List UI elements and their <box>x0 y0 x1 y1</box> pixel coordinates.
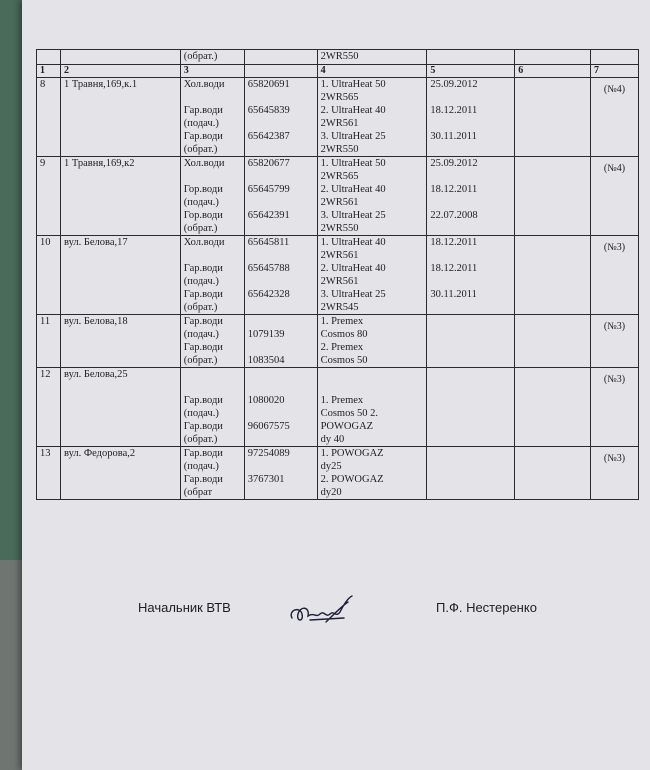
meter-group-note: (№4) <box>603 84 626 95</box>
cell-serial <box>244 78 317 157</box>
serial-number: 65645811 <box>247 237 290 248</box>
cell-meter <box>317 368 427 447</box>
water-type: (подач.) <box>183 461 219 472</box>
meter-model: 2WR565 <box>320 92 359 103</box>
cell-type <box>180 368 244 447</box>
cell-serial <box>244 315 317 368</box>
row-number: 13 <box>37 447 61 500</box>
meter-model: 1. Premex <box>320 395 364 406</box>
cell-empty <box>427 50 515 65</box>
serial-number <box>248 315 314 328</box>
cell-meter <box>317 78 427 157</box>
water-type: Гар.води <box>183 342 223 353</box>
table-row <box>37 368 639 447</box>
column-header: 4 <box>317 65 427 78</box>
water-type: Гар.води <box>183 474 223 485</box>
cell-serial <box>244 447 317 500</box>
check-date: 18.12.2011 <box>430 263 478 274</box>
row-number: 10 <box>37 236 61 315</box>
serial-number <box>248 460 314 473</box>
meter-model: 1. UltraHeat 50 <box>320 79 386 90</box>
meter-model: dy 40 <box>320 434 345 445</box>
water-type: (подач.) <box>183 197 219 208</box>
water-type <box>184 368 241 381</box>
cell-type <box>180 78 244 157</box>
column-header: 5 <box>427 65 515 78</box>
check-date: 18.12.2011 <box>430 237 478 248</box>
meter-model: 2WR561 <box>320 276 359 287</box>
meter-model <box>321 381 424 394</box>
water-type: Гор.води <box>183 210 223 221</box>
row-address: 1 Травня,169,к2 <box>60 157 180 236</box>
cell-meter <box>317 157 427 236</box>
meter-group-note: (№3) <box>603 453 626 464</box>
water-type: Гар.води <box>183 448 223 459</box>
cell-empty <box>515 368 591 447</box>
water-type: (обрат <box>183 487 213 498</box>
row-number: 8 <box>37 78 61 157</box>
table-row <box>37 447 639 500</box>
table-row <box>37 315 639 368</box>
cell-empty <box>515 78 591 157</box>
table-row <box>37 157 639 236</box>
water-type: Хол.води <box>183 79 225 90</box>
water-type: (подач.) <box>183 118 219 129</box>
water-type <box>184 381 241 394</box>
row-address: вул. Федорова,2 <box>60 447 180 500</box>
serial-number: 65820677 <box>247 158 290 169</box>
water-type: (обрат.) <box>183 144 218 155</box>
meter-model: 3. UltraHeat 25 <box>320 131 386 142</box>
water-type: Гар.води <box>183 289 223 300</box>
meter-model: 2. UltraHeat 40 <box>320 263 386 274</box>
meter-model: 2. UltraHeat 40 <box>320 184 386 195</box>
meter-model: 3. UltraHeat 25 <box>320 210 386 221</box>
check-date: 30.11.2011 <box>430 131 477 142</box>
table-row-continued <box>37 50 639 65</box>
cell-empty <box>515 315 591 368</box>
row-address: вул. Белова,18 <box>60 315 180 368</box>
check-date: 18.12.2011 <box>430 184 478 195</box>
cell-meter <box>317 315 427 368</box>
cell-note <box>591 368 639 447</box>
water-type: (обрат.) <box>183 302 218 313</box>
meter-model: 2WR561 <box>320 250 359 261</box>
cell-empty <box>515 50 591 65</box>
meter-model: 2WR550 <box>320 223 359 234</box>
meter-model: 2WR550 <box>320 144 359 155</box>
serial-number: 65642391 <box>247 210 290 221</box>
serial-number: 65642387 <box>247 131 290 142</box>
serial-number <box>248 341 314 354</box>
serial-number: 96067575 <box>247 421 290 432</box>
serial-number <box>248 486 314 499</box>
table-row <box>37 236 639 315</box>
cell-type <box>180 447 244 500</box>
cell-note <box>591 315 639 368</box>
meter-model: Cosmos 80 <box>320 329 368 340</box>
water-type: Гар.води <box>183 131 223 142</box>
serial-number: 1079139 <box>247 329 285 340</box>
cell-date <box>427 157 515 236</box>
cell-meter <box>317 447 427 500</box>
row-number: 11 <box>37 315 61 368</box>
cell-note <box>591 78 639 157</box>
row-address: вул. Белова,17 <box>60 236 180 315</box>
meter-model: Cosmos 50 2. <box>320 408 379 419</box>
row-number: 12 <box>37 368 61 447</box>
serial-number: 65645799 <box>247 184 290 195</box>
check-date: 18.12.2011 <box>430 105 478 116</box>
check-date: 25.09.2012 <box>430 158 478 169</box>
meter-model: dy20 <box>320 487 342 498</box>
meter-model: 3. UltraHeat 25 <box>320 289 386 300</box>
serial-number: 65642328 <box>247 289 290 300</box>
cell-empty <box>515 236 591 315</box>
cell-empty <box>515 447 591 500</box>
check-date: 30.11.2011 <box>430 289 477 300</box>
meter-group-note: (№4) <box>603 163 626 174</box>
water-type: (подач.) <box>183 276 219 287</box>
meter-model: 2WR565 <box>320 171 359 182</box>
row-number: 9 <box>37 157 61 236</box>
cell-type <box>180 315 244 368</box>
cell-serial <box>244 157 317 236</box>
meter-model: 1. UltraHeat 40 <box>320 237 386 248</box>
serial-number: 65820691 <box>247 79 290 90</box>
row-address: 1 Травня,169,к.1 <box>60 78 180 157</box>
meter-model: 2. POWOGAZ <box>320 474 384 485</box>
serial-number <box>248 407 314 420</box>
column-header: 3 <box>180 65 244 78</box>
cell-date <box>427 236 515 315</box>
meter-model: 1. Premex <box>320 316 364 327</box>
cell-empty <box>60 50 180 65</box>
column-header: 6 <box>515 65 591 78</box>
serial-number <box>248 433 314 446</box>
check-date: 25.09.2012 <box>430 79 478 90</box>
meters-table <box>36 49 639 500</box>
signature-title: Начальник ВТВ <box>138 600 231 615</box>
column-header: 2 <box>60 65 180 78</box>
meter-model <box>321 368 424 381</box>
water-type: (подач.) <box>183 408 219 419</box>
cell-empty <box>37 50 61 65</box>
water-type: Хол.води <box>183 237 225 248</box>
meter-model: 2. Premex <box>320 342 364 353</box>
cell-empty <box>244 50 317 65</box>
check-date: 22.07.2008 <box>430 210 478 221</box>
cell-type <box>180 157 244 236</box>
column-header: 1 <box>37 65 61 78</box>
water-type: (подач.) <box>183 329 219 340</box>
meter-model: POWOGAZ <box>320 421 374 432</box>
cell-empty <box>515 157 591 236</box>
serial-number <box>248 368 314 381</box>
water-type: Гар.води <box>183 395 223 406</box>
column-header: 7 <box>591 65 639 78</box>
serial-number: 3767301 <box>247 474 285 485</box>
water-type: (обрат.) <box>183 434 218 445</box>
meter-model: Cosmos 50 <box>320 355 368 366</box>
meter-group-note: (№3) <box>603 242 626 253</box>
signature-name: П.Ф. Нестеренко <box>436 600 537 615</box>
table-row <box>37 78 639 157</box>
cell-type: (обрат.) <box>180 50 244 65</box>
handwritten-signature <box>286 592 358 630</box>
cell-note <box>591 236 639 315</box>
meter-model: 2. UltraHeat 40 <box>320 105 386 116</box>
cell-date <box>427 368 515 447</box>
meter-model: 2WR561 <box>320 118 359 129</box>
meter-model: 1. UltraHeat 50 <box>320 158 386 169</box>
cell-date <box>427 447 515 500</box>
column-header <box>244 65 317 78</box>
water-type: Гор.води <box>183 184 223 195</box>
serial-number: 1083504 <box>247 355 285 366</box>
table-header-row <box>37 65 639 78</box>
meter-model: 1. POWOGAZ <box>320 448 384 459</box>
cell-serial <box>244 236 317 315</box>
water-type: Гар.води <box>183 105 223 116</box>
cell-date <box>427 315 515 368</box>
cell-date <box>427 78 515 157</box>
meter-group-note: (№3) <box>603 374 626 385</box>
cell-note <box>591 447 639 500</box>
serial-number: 65645788 <box>247 263 290 274</box>
meter-model: 2WR545 <box>320 302 359 313</box>
water-type: (обрат.) <box>183 355 218 366</box>
cell-meter <box>317 236 427 315</box>
meter-group-note: (№3) <box>603 321 626 332</box>
serial-number: 65645839 <box>247 105 290 116</box>
cell-meter: 2WR550 <box>317 50 427 65</box>
water-type: Гар.води <box>183 263 223 274</box>
water-type: Гар.води <box>183 421 223 432</box>
meter-model: 2WR561 <box>320 197 359 208</box>
cell-note <box>591 157 639 236</box>
meter-model: dy25 <box>320 461 342 472</box>
water-type: Гар.води <box>183 316 223 327</box>
water-type: Хол.води <box>183 158 225 169</box>
cell-type <box>180 236 244 315</box>
serial-number: 1080020 <box>247 395 285 406</box>
cell-serial <box>244 368 317 447</box>
cell-empty <box>591 50 639 65</box>
serial-number: 97254089 <box>247 448 290 459</box>
water-type: (обрат.) <box>183 223 218 234</box>
row-address: вул. Белова,25 <box>60 368 180 447</box>
serial-number <box>248 381 314 394</box>
